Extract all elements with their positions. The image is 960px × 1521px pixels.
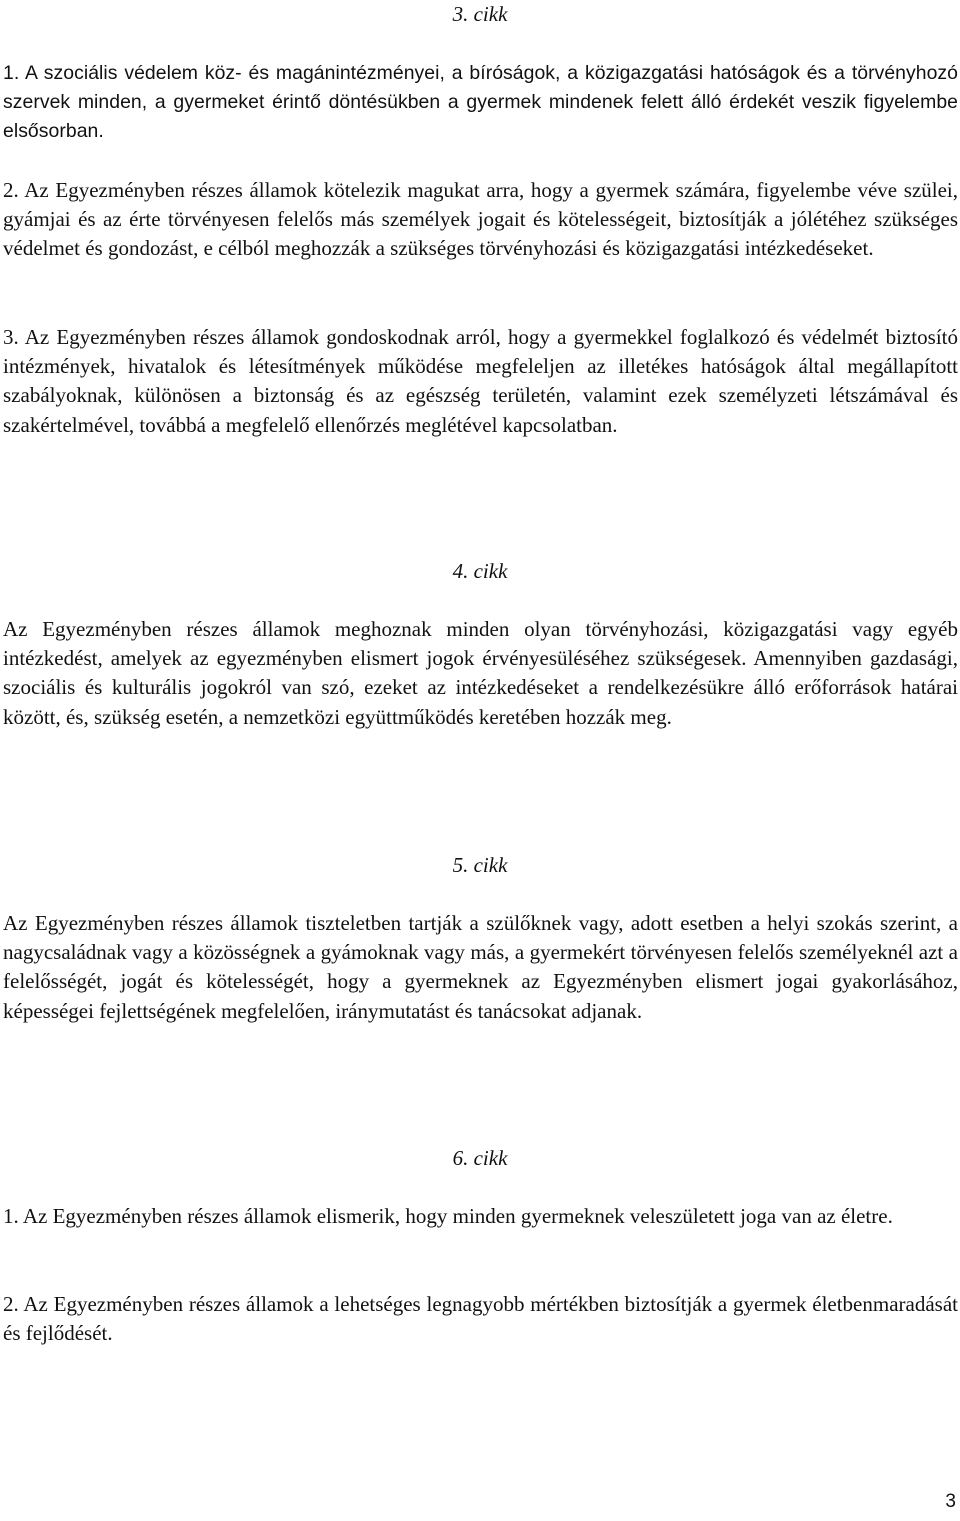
article-3-paragraph-1: 1. A szociális védelem köz- és magánintézményei, a bíróságok, a közigazgatási hatóságok és a törvényhozó szervek minden, a gyermeket érintő döntésükben a gyermek mindenek felett álló érdekét veszik figyelembe elsősorban. <box>3 62 958 143</box>
page-number: 3 <box>945 1491 956 1512</box>
article-title-6: 6. cikk <box>452 1146 508 1170</box>
article-4-paragraph-1: Az Egyezményben részes államok meghoznak minden olyan törvényhozási, közigazgatási vagy egyéb intézkedést, amelyek az egyezményben elismert jogok érvényesüléséhez szükségesek. Amennyiben gazdasági, szociális és kulturális jogokról van szó, ezeket az intézkedéseket a rendelkezésükre álló erőforrások határai között, és, szükség esetén, a nemzetközi együttműködés keretében hozzák meg. <box>3 617 958 729</box>
article-title-3: 3. cikk <box>452 2 508 26</box>
article-3-paragraph-2: 2. Az Egyezményben részes államok kötelezik magukat arra, hogy a gyermek számára, figyelembe véve szülei, gyámjai és az érte törvényesen felelős más személyek jogait és kötelességeit, biztosítják a jólétéhez szükséges védelmet és gondozást, e célból meghozzák a szükséges törvényhozási és közigazgatási intézkedéseket. <box>3 178 958 261</box>
article-5-paragraph-1: Az Egyezményben részes államok tiszteletben tartják a szülőknek vagy, adott esetben a helyi szokás szerint, a nagycsaládnak vagy a közösségnek a gyámoknak vagy más, a gyermekért törvényesen felelős személyeknél azt a felelősségét, jogát és kötelességét, hogy a gyermeknek az Egyezményben elismert jogai gyakorlásához, képességei fejlettségének megfelelően, iránymutatást és tanácsokat adjanak. <box>3 911 958 1023</box>
article-title-4: 4. cikk <box>452 559 508 583</box>
article-6-paragraph-1: 1. Az Egyezményben részes államok elismerik, hogy minden gyermeknek veleszületett joga van az életre. <box>3 1204 893 1228</box>
article-title-5: 5. cikk <box>452 853 508 877</box>
article-6-paragraph-2: 2. Az Egyezményben részes államok a lehetséges legnagyobb mértékben biztosítják a gyermek életbenmaradását és fejlődését. <box>3 1292 958 1346</box>
article-3-paragraph-3: 3. Az Egyezményben részes államok gondoskodnak arról, hogy a gyermekkel foglalkozó és védelmét biztosító intézmények, hivatalok és létesítmények működése megfeleljen az illetékes hatóságok által megállapított szabályoknak, különösen a biztonság és az egészség területén, valamint ezek személyzeti létszámával és szakértelmével, továbbá a megfelelő ellenőrzés meglétével kapcsolatban. <box>3 325 958 437</box>
